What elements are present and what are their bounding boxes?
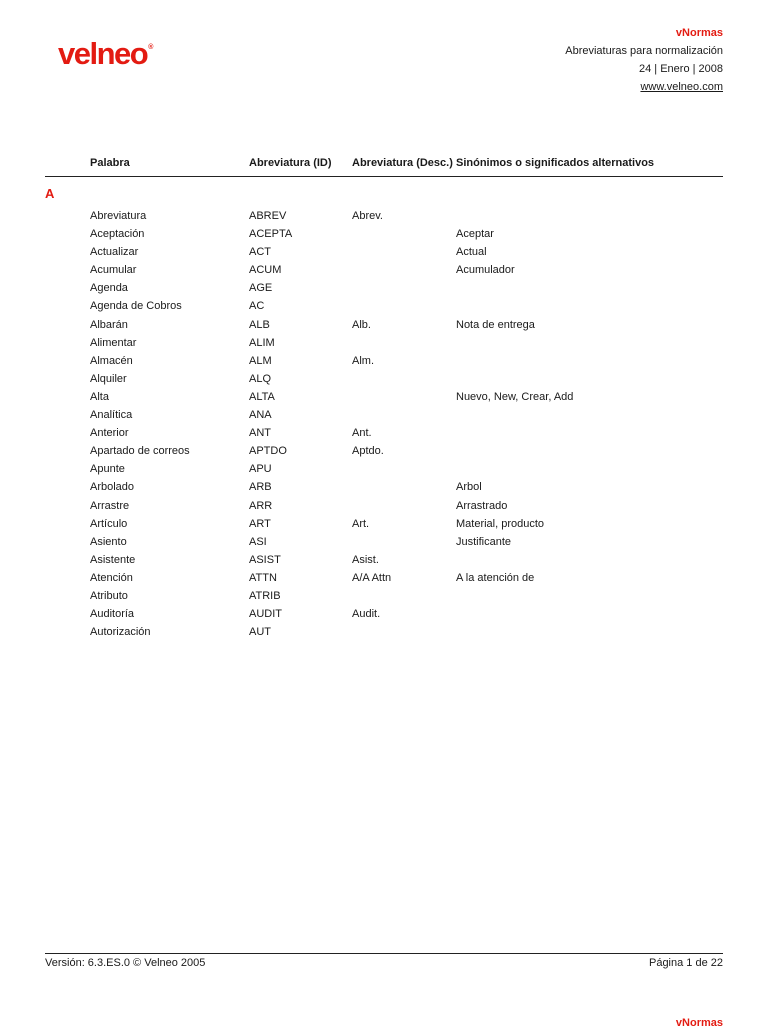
- cell-abreviatura-desc: Abrev.: [352, 210, 383, 222]
- cell-abreviatura-id: ALQ: [249, 372, 272, 385]
- abbreviation-table: [0, 208, 768, 642]
- cell-palabra: Abreviatura: [90, 210, 147, 222]
- velneo-logo: velneo®: [58, 36, 154, 71]
- cell-palabra: Actualizar: [90, 246, 139, 259]
- table-row: [0, 534, 768, 552]
- cell-abreviatura-id: ALTA: [249, 390, 275, 403]
- cell-abreviatura-id: ARB: [249, 481, 272, 494]
- column-header-abreviatura-desc: Abreviatura (Desc.): [352, 157, 453, 169]
- cell-abreviatura-desc: A/A Attn: [352, 571, 392, 584]
- cell-abreviatura-desc: Alm.: [352, 354, 374, 367]
- header-divider: [45, 176, 723, 177]
- cell-sinonimos: Nota de entrega: [456, 318, 535, 331]
- table-row: [0, 624, 768, 642]
- cell-palabra: Autorización: [90, 626, 151, 639]
- table-row: [0, 479, 768, 497]
- cell-palabra: Apunte: [90, 463, 125, 476]
- website-link[interactable]: www.velneo.com: [640, 81, 723, 93]
- cell-palabra: Agenda de Cobros: [90, 300, 182, 313]
- table-row: [0, 570, 768, 588]
- brand-title: vNormas: [675, 27, 723, 39]
- table-row: [0, 317, 768, 335]
- cell-palabra: Analítica: [90, 409, 133, 422]
- cell-abreviatura-id: ANA: [249, 409, 272, 422]
- cell-palabra: Albarán: [90, 318, 128, 331]
- cell-palabra: Acumular: [90, 264, 137, 277]
- cell-abreviatura-id: AUDIT: [249, 608, 282, 621]
- document-header: [565, 24, 723, 96]
- cell-abreviatura-desc: Aptdo.: [352, 445, 384, 458]
- cell-sinonimos: Arbol: [456, 481, 482, 494]
- table-row: [0, 335, 768, 353]
- cell-abreviatura-desc: Alb.: [352, 318, 371, 331]
- table-row: [0, 371, 768, 389]
- cell-sinonimos: Acumulador: [456, 264, 515, 277]
- cell-abreviatura-id: AC: [249, 300, 265, 313]
- document-subtitle: Abreviaturas para normalización: [565, 45, 723, 57]
- cell-palabra: Asistente: [90, 553, 136, 566]
- section-letter: A: [45, 186, 55, 201]
- table-row: [0, 353, 768, 371]
- cell-palabra: Arrastre: [90, 499, 130, 512]
- cell-abreviatura-id: AUT: [249, 626, 271, 639]
- cell-abreviatura-id: ATTN: [249, 571, 277, 584]
- cell-abreviatura-id: ANT: [249, 427, 271, 440]
- cell-sinonimos: A la atención de: [456, 571, 535, 584]
- cell-palabra: Alquiler: [90, 372, 127, 385]
- table-row: [0, 407, 768, 425]
- table-row: [0, 588, 768, 606]
- page-number: Página 1 de 22: [648, 957, 723, 969]
- cell-abreviatura-id: ALM: [249, 354, 272, 367]
- cell-abreviatura-id: ALIM: [249, 336, 275, 349]
- table-row: [0, 443, 768, 461]
- table-row: [0, 461, 768, 479]
- cell-palabra: Alimentar: [90, 336, 137, 349]
- cell-abreviatura-id: ARR: [249, 499, 273, 512]
- cell-abreviatura-desc: Ant.: [352, 427, 372, 440]
- column-header-abreviatura-id: Abreviatura (ID): [249, 157, 332, 169]
- cell-palabra: Artículo: [90, 517, 128, 530]
- cell-abreviatura-id: ABREV: [249, 210, 287, 222]
- cell-abreviatura-desc: Art.: [352, 517, 370, 530]
- cell-abreviatura-desc: Asist.: [352, 553, 379, 566]
- cell-abreviatura-id: ALB: [249, 318, 270, 331]
- table-row: [0, 244, 768, 262]
- cell-palabra: Anterior: [90, 427, 129, 440]
- cell-sinonimos: Nuevo, New, Crear, Add: [456, 390, 574, 403]
- table-row: [0, 208, 768, 226]
- cell-abreviatura-id: AGE: [249, 282, 273, 295]
- table-row: [0, 389, 768, 407]
- cell-sinonimos: Aceptar: [456, 228, 494, 241]
- footer-divider: [45, 953, 723, 954]
- cell-palabra: Apartado de correos: [90, 445, 190, 458]
- cell-palabra: Auditoría: [90, 608, 135, 621]
- cell-sinonimos: Material, producto: [456, 517, 545, 530]
- cell-abreviatura-id: APU: [249, 463, 272, 476]
- cell-abreviatura-id: ASIST: [249, 553, 281, 566]
- cell-palabra: Asiento: [90, 535, 127, 548]
- table-row: [0, 498, 768, 516]
- cell-palabra: Agenda: [90, 282, 128, 295]
- cell-palabra: Almacén: [90, 354, 133, 367]
- document-date: 24 | Enero | 2008: [639, 63, 723, 75]
- table-row: [0, 262, 768, 280]
- cell-sinonimos: Justificante: [456, 535, 512, 548]
- cell-palabra: Alta: [90, 390, 109, 403]
- next-page-brand: vNormas: [675, 1017, 723, 1029]
- table-row: [0, 552, 768, 570]
- cell-palabra: Arbolado: [90, 481, 135, 494]
- cell-abreviatura-id: ART: [249, 517, 271, 530]
- cell-abreviatura-id: ACUM: [249, 264, 282, 277]
- table-row: [0, 226, 768, 244]
- column-header-palabra: Palabra: [90, 157, 130, 169]
- table-row: [0, 298, 768, 316]
- cell-abreviatura-id: ACEPTA: [249, 228, 293, 241]
- cell-abreviatura-desc: Audit.: [352, 608, 381, 621]
- cell-palabra: Aceptación: [90, 228, 145, 241]
- table-row: [0, 425, 768, 443]
- cell-palabra: Atributo: [90, 589, 128, 602]
- table-row: [0, 606, 768, 624]
- cell-sinonimos: Actual: [456, 246, 487, 259]
- table-row: [0, 280, 768, 298]
- cell-abreviatura-id: ATRIB: [249, 589, 281, 602]
- column-header-sinonimos: Sinónimos o significados alternativos: [456, 157, 655, 169]
- cell-abreviatura-id: ASI: [249, 535, 267, 548]
- table-row: [0, 516, 768, 534]
- version-text: Versión: 6.3.ES.0 © Velneo 2005: [45, 957, 206, 969]
- cell-sinonimos: Arrastrado: [456, 499, 508, 512]
- cell-abreviatura-id: APTDO: [249, 445, 287, 458]
- cell-palabra: Atención: [90, 571, 133, 584]
- cell-abreviatura-id: ACT: [249, 246, 271, 259]
